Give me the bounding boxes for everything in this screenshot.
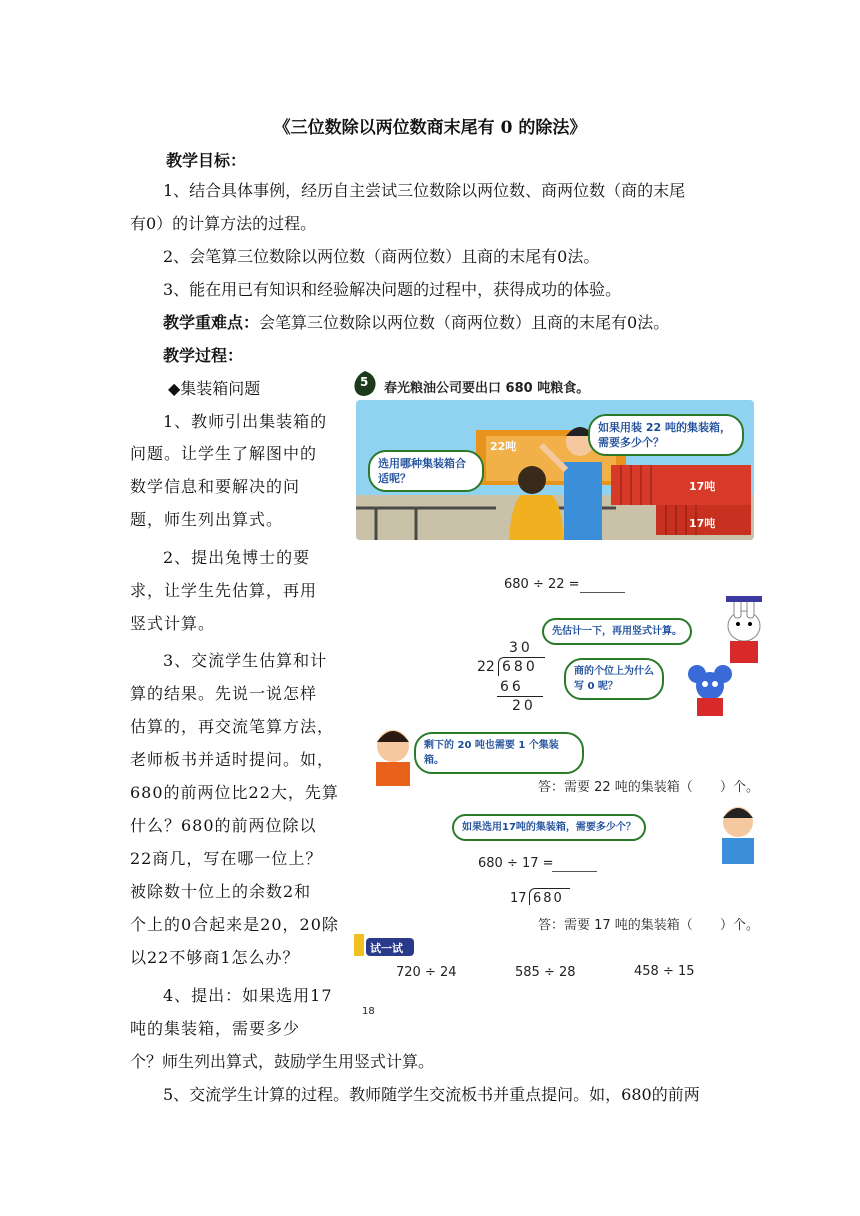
col-line: 2、提出兔博士的要 bbox=[163, 548, 311, 567]
container-17-label: 17吨 bbox=[689, 480, 716, 493]
equation-1: 680 ÷ 22 = bbox=[504, 577, 580, 592]
col-line: 算的结果。先说一说怎样 bbox=[130, 684, 318, 703]
container-22-label: 22吨 bbox=[490, 440, 517, 453]
boy2-speech-bubble: 如果选用17吨的集装箱，需要多少个？ bbox=[452, 814, 646, 841]
key-points-label: 教学重难点： bbox=[163, 313, 260, 332]
mouse-speech-bubble: 商的个位上为什么写 0 呢？ bbox=[564, 658, 664, 700]
division-dividend: 680 bbox=[502, 659, 538, 675]
exercise-1: 720 ÷ 24 bbox=[396, 965, 457, 980]
division-remainder: 20 bbox=[512, 698, 536, 714]
section-title: ◆集装箱问题 bbox=[168, 379, 261, 398]
col-line: 以22不够商1怎么办？ bbox=[130, 948, 300, 967]
boy-speech-bubble-2: 剩下的 20 吨也需要 1 个集装箱。 bbox=[414, 732, 584, 774]
col-line: 4、提出：如果选用17 bbox=[163, 986, 333, 1005]
textbook-illustration bbox=[352, 370, 772, 1020]
division2-dividend: 680 bbox=[533, 891, 564, 906]
exercise-3: 458 ÷ 15 bbox=[634, 964, 695, 979]
col-line: 3、交流学生估算和计 bbox=[163, 651, 328, 670]
objective-1-line-1: 1、结合具体事例，经历自主尝试三位数除以两位数、商两位数（商的末尾 bbox=[163, 181, 686, 200]
col-line: 什么？680的前两位除以 bbox=[130, 816, 317, 835]
division-line bbox=[497, 696, 543, 697]
equation-2: 680 ÷ 17 = bbox=[478, 856, 554, 871]
key-points-text: 会笔算三位数除以两位数（商两位数）且商的末尾有0法。 bbox=[259, 313, 670, 332]
exercise-2: 585 ÷ 28 bbox=[515, 965, 576, 980]
body-line: 个？师生列出算式，鼓励学生用竖式计算。 bbox=[130, 1052, 435, 1071]
boy-speech-bubble: 选用哪种集装箱合适呢？ bbox=[368, 450, 484, 492]
container-scene bbox=[356, 400, 754, 540]
col-line: 22商几，写在哪一位上？ bbox=[130, 849, 323, 868]
process-heading: 教学过程： bbox=[163, 346, 244, 365]
boy-icon bbox=[370, 726, 416, 788]
objective-2: 2、会笔算三位数除以两位数（商两位数）且商的末尾有0法。 bbox=[163, 247, 600, 266]
division-subtract: 66 bbox=[500, 679, 524, 695]
objective-3: 3、能在用已有知识和经验解决问题的过程中，获得成功的体验。 bbox=[163, 280, 622, 299]
document-title: 《三位数除以两位数商末尾有 0 的除法》 bbox=[273, 118, 587, 138]
col-line: 个上的0合起来是20，20除 bbox=[130, 915, 339, 934]
col-line: 老师板书并适时提问。如， bbox=[130, 750, 335, 769]
answer-2-suffix: ）个。 bbox=[720, 918, 760, 933]
col-line: 数学信息和要解决的问 bbox=[130, 477, 301, 496]
answer-2-prefix: 答：需要 17 吨的集装箱（ bbox=[538, 918, 693, 933]
col-line: 竖式计算。 bbox=[130, 614, 216, 633]
answer-blank bbox=[580, 592, 625, 593]
answer-blank bbox=[552, 871, 597, 872]
rabbit-speech-bubble: 先估计一下，再用竖式计算。 bbox=[542, 618, 692, 645]
page-number: 18 bbox=[362, 1006, 375, 1017]
try-label: 试一试 bbox=[370, 942, 403, 955]
answer-1-suffix: ）个。 bbox=[720, 780, 760, 795]
col-line: 吨的集装箱，需要多少 bbox=[130, 1019, 301, 1038]
col-line: 680的前两位比22大，先算 bbox=[130, 783, 339, 802]
boy2-icon bbox=[716, 802, 760, 866]
objectives-heading: 教学目标： bbox=[166, 151, 247, 170]
division-divisor: 22 bbox=[477, 659, 495, 675]
objective-1-line-2: 有0）的计算方法的过程。 bbox=[130, 214, 317, 233]
division2-divisor: 17 bbox=[510, 891, 527, 906]
mouse-icon bbox=[687, 662, 733, 722]
man-speech-bubble: 如果用装 22 吨的集装箱，需要多少个？ bbox=[588, 414, 744, 456]
col-line: 题，师生列出算式。 bbox=[130, 510, 284, 529]
problem-number: 5 bbox=[360, 375, 369, 389]
rabbit-icon bbox=[718, 596, 770, 666]
division-quotient: 30 bbox=[509, 640, 533, 656]
body-line: 5、交流学生计算的过程。教师随学生交流板书并重点提问。如，680的前两 bbox=[163, 1085, 700, 1104]
col-line: 问题。让学生了解图中的 bbox=[130, 444, 318, 463]
answer-1-prefix: 答：需要 22 吨的集装箱（ bbox=[538, 780, 693, 795]
col-line: 1、教师引出集装箱的 bbox=[163, 412, 328, 431]
col-line: 估算的，再交流笔算方法， bbox=[130, 717, 335, 736]
problem-text: 春光粮油公司要出口 680 吨粮食。 bbox=[384, 381, 590, 396]
col-line: 求，让学生先估算，再用 bbox=[130, 581, 318, 600]
col-line: 被除数十位上的余数2和 bbox=[130, 882, 312, 901]
container-17-label: 17吨 bbox=[689, 517, 716, 530]
key-points bbox=[163, 310, 669, 333]
